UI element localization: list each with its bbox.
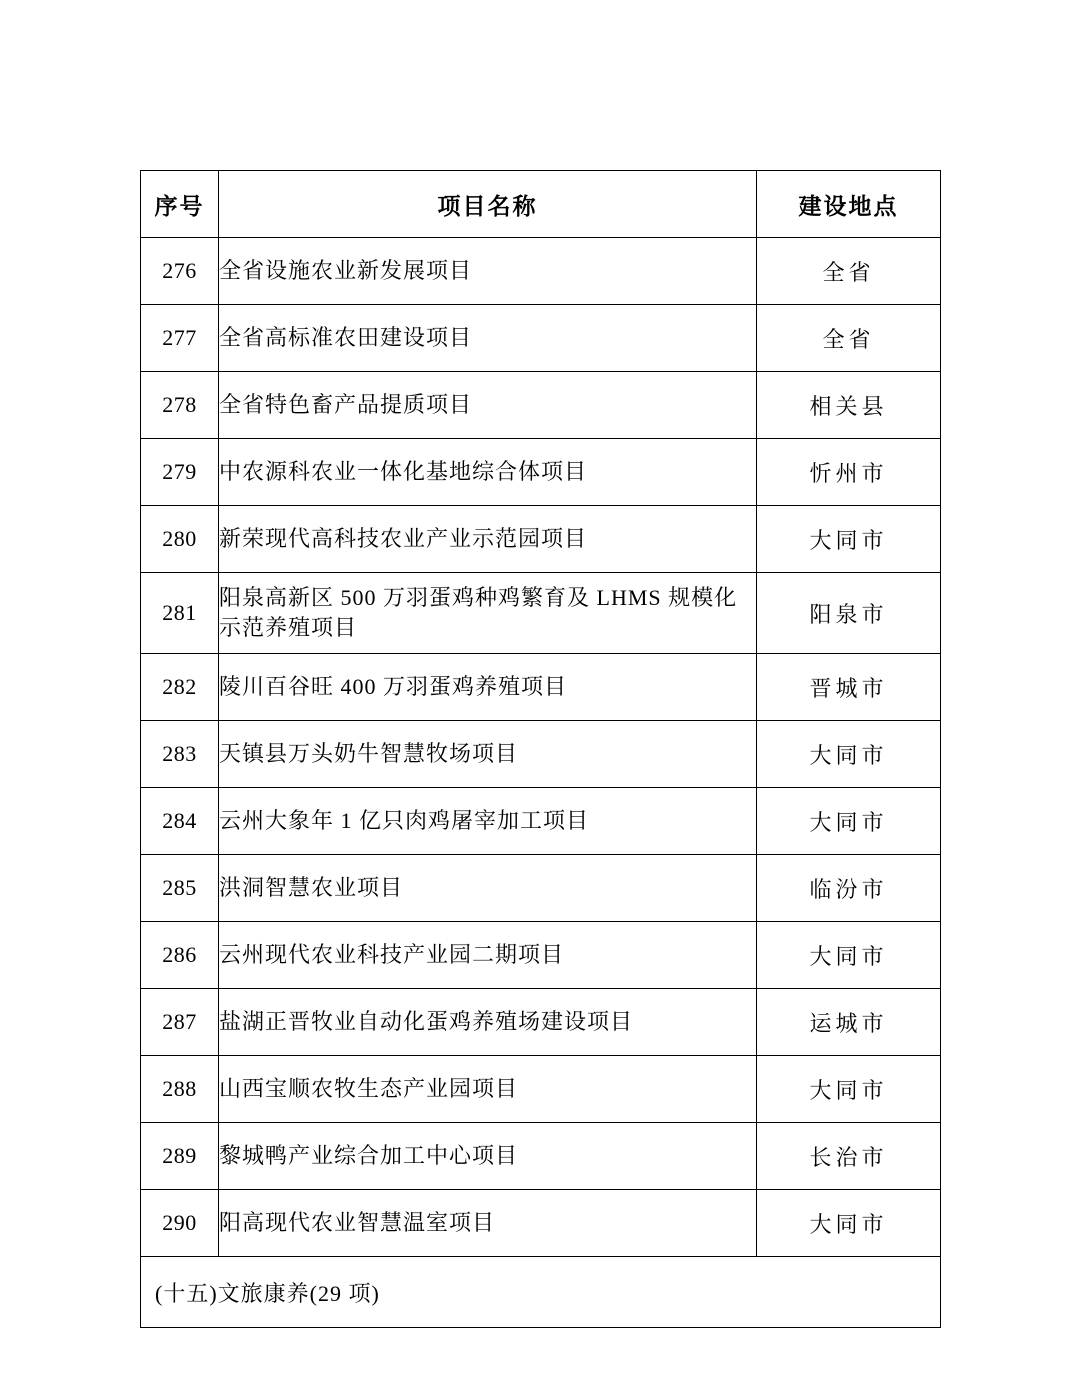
- column-header-no: 序号: [141, 171, 219, 238]
- table-row: [141, 1190, 941, 1257]
- cell-place: 长治市: [757, 1123, 941, 1190]
- table-row: [141, 439, 941, 506]
- cell-place: 阳泉市: [757, 573, 941, 654]
- cell-no: 282: [141, 654, 219, 721]
- table-row: [141, 1056, 941, 1123]
- table-row: [141, 721, 941, 788]
- cell-place: 临汾市: [757, 855, 941, 922]
- cell-name: 洪洞智慧农业项目: [219, 855, 757, 922]
- cell-place: 忻州市: [757, 439, 941, 506]
- table-row: [141, 855, 941, 922]
- cell-place: 大同市: [757, 721, 941, 788]
- cell-no: 278: [141, 372, 219, 439]
- cell-name: 中农源科农业一体化基地综合体项目: [219, 439, 757, 506]
- cell-name: 陵川百谷旺 400 万羽蛋鸡养殖项目: [219, 654, 757, 721]
- table-row: [141, 788, 941, 855]
- cell-name: 新荣现代高科技农业产业示范园项目: [219, 506, 757, 573]
- table-header: [141, 171, 941, 238]
- cell-place: 运城市: [757, 989, 941, 1056]
- cell-name: 云州大象年 1 亿只肉鸡屠宰加工项目: [219, 788, 757, 855]
- cell-no: 289: [141, 1123, 219, 1190]
- cell-no: 288: [141, 1056, 219, 1123]
- cell-place: 全省: [757, 238, 941, 305]
- cell-no: 283: [141, 721, 219, 788]
- table-row: [141, 922, 941, 989]
- cell-no: 285: [141, 855, 219, 922]
- cell-place: 大同市: [757, 506, 941, 573]
- cell-name: 阳高现代农业智慧温室项目: [219, 1190, 757, 1257]
- table-body: [141, 238, 941, 1328]
- cell-no: 277: [141, 305, 219, 372]
- table-row: [141, 238, 941, 305]
- cell-no: 276: [141, 238, 219, 305]
- cell-name: 盐湖正晋牧业自动化蛋鸡养殖场建设项目: [219, 989, 757, 1056]
- table-row: [141, 989, 941, 1056]
- table-header-row: [141, 171, 941, 238]
- table-row: [141, 305, 941, 372]
- cell-no: 284: [141, 788, 219, 855]
- cell-no: 286: [141, 922, 219, 989]
- column-header-place: 建设地点: [757, 171, 941, 238]
- cell-no: 280: [141, 506, 219, 573]
- cell-place: 大同市: [757, 922, 941, 989]
- cell-name: 全省高标准农田建设项目: [219, 305, 757, 372]
- table-row: [141, 573, 941, 654]
- cell-name: 全省设施农业新发展项目: [219, 238, 757, 305]
- cell-name: 山西宝顺农牧生态产业园项目: [219, 1056, 757, 1123]
- table-row: [141, 372, 941, 439]
- cell-no: 281: [141, 573, 219, 654]
- table-row: [141, 654, 941, 721]
- cell-name: 云州现代农业科技产业园二期项目: [219, 922, 757, 989]
- cell-name: 天镇县万头奶牛智慧牧场项目: [219, 721, 757, 788]
- cell-name: 黎城鸭产业综合加工中心项目: [219, 1123, 757, 1190]
- cell-name: 全省特色畜产品提质项目: [219, 372, 757, 439]
- cell-name: 阳泉高新区 500 万羽蛋鸡种鸡繁育及 LHMS 规模化示范养殖项目: [219, 573, 757, 654]
- table-section-row: [141, 1257, 941, 1328]
- cell-no: 290: [141, 1190, 219, 1257]
- table-row: [141, 506, 941, 573]
- column-header-name: 项目名称: [219, 171, 757, 238]
- project-list-table: [140, 170, 941, 1328]
- cell-no: 287: [141, 989, 219, 1056]
- cell-place: 相关县: [757, 372, 941, 439]
- section-label: (十五)文旅康养(29 项): [141, 1257, 941, 1328]
- cell-no: 279: [141, 439, 219, 506]
- cell-place: 大同市: [757, 1190, 941, 1257]
- cell-place: 晋城市: [757, 654, 941, 721]
- cell-place: 大同市: [757, 1056, 941, 1123]
- cell-place: 大同市: [757, 788, 941, 855]
- cell-place: 全省: [757, 305, 941, 372]
- table-row: [141, 1123, 941, 1190]
